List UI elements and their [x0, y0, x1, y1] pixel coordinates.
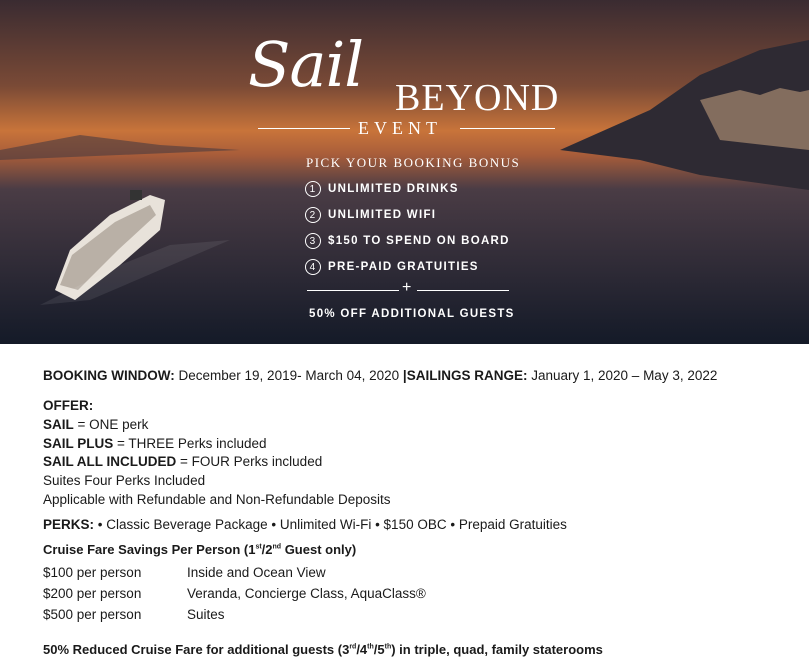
sailings-range-label: SAILINGS RANGE:	[406, 368, 528, 383]
offer-desc: = THREE Perks included	[117, 436, 267, 451]
offer-label: OFFER:	[43, 398, 94, 413]
bonus-label: UNLIMITED DRINKS	[328, 183, 459, 195]
savings-amount: $100 per person	[43, 565, 142, 580]
perks-value: • Classic Beverage Package • Unlimited Wi-Fi • $150 OBC • Prepaid Gratuities	[97, 517, 567, 532]
offer-row	[43, 454, 322, 469]
perks-label: PERKS:	[43, 517, 95, 532]
savings-amount: $200 per person	[43, 586, 142, 601]
savings-row	[43, 565, 783, 580]
bonus-label: PRE-PAID GRATUITIES	[328, 261, 479, 273]
savings-amount: $500 per person	[43, 607, 142, 622]
divider-line	[307, 290, 399, 291]
logo-beyond-text: BEYOND	[395, 77, 560, 119]
offer-name: SAIL ALL INCLUDED	[43, 454, 177, 469]
bonus-label: $150 TO SPEND ON BOARD	[328, 235, 510, 247]
offer-row	[43, 417, 148, 432]
savings-category: Inside and Ocean View	[187, 565, 326, 580]
bonus-label: UNLIMITED WIFI	[328, 209, 437, 221]
booking-window-value: December 19, 2019- March 04, 2020	[178, 368, 400, 383]
bonus-item	[305, 181, 459, 197]
offer-desc: = FOUR Perks included	[180, 454, 323, 469]
savings-category: Veranda, Concierge Class, AquaClass®	[187, 586, 426, 601]
offer-name: SAIL	[43, 417, 74, 432]
perks-row	[43, 517, 567, 532]
savings-title: Cruise Fare Savings Per Person (1st/2nd Guest only)	[43, 542, 357, 557]
pick-bonus-title: PICK YOUR BOOKING BONUS	[306, 155, 521, 170]
plus-icon: +	[402, 279, 412, 296]
logo-event-row	[258, 118, 555, 140]
divider-line	[460, 128, 555, 129]
divider-line	[258, 128, 350, 129]
reduced-fare-note: 50% Reduced Cruise Fare for additional guests (3rd/4th/5th) in triple, quad, family staterooms	[43, 642, 603, 657]
suites-note: Suites Four Perks Included	[43, 473, 206, 488]
plus-divider	[307, 279, 509, 297]
offer-name: SAIL PLUS	[43, 436, 114, 451]
booking-window-label: BOOKING WINDOW:	[43, 368, 175, 383]
number-circle: 4	[305, 259, 321, 275]
divider-line	[417, 290, 509, 291]
deposit-note: Applicable with Refundable and Non-Refundable Deposits	[43, 492, 391, 507]
logo-event-text: EVENT	[358, 118, 442, 138]
number-circle: 1	[305, 181, 321, 197]
number-circle: 2	[305, 207, 321, 223]
bonus-item	[305, 259, 479, 275]
number-circle: 3	[305, 233, 321, 249]
offer-desc: = ONE perk	[77, 417, 149, 432]
booking-window-row	[43, 368, 717, 383]
logo-sail-text: Sail	[248, 28, 364, 101]
savings-category: Suites	[187, 607, 225, 622]
bonus-item	[305, 233, 510, 249]
offer-row	[43, 436, 266, 451]
separator: |	[402, 368, 407, 383]
savings-row	[43, 586, 783, 601]
additional-guests-text: 50% OFF ADDITIONAL GUESTS	[309, 308, 515, 320]
savings-row	[43, 607, 783, 622]
sailings-range-value: January 1, 2020 – May 3, 2022	[531, 368, 718, 383]
bonus-item	[305, 207, 436, 223]
